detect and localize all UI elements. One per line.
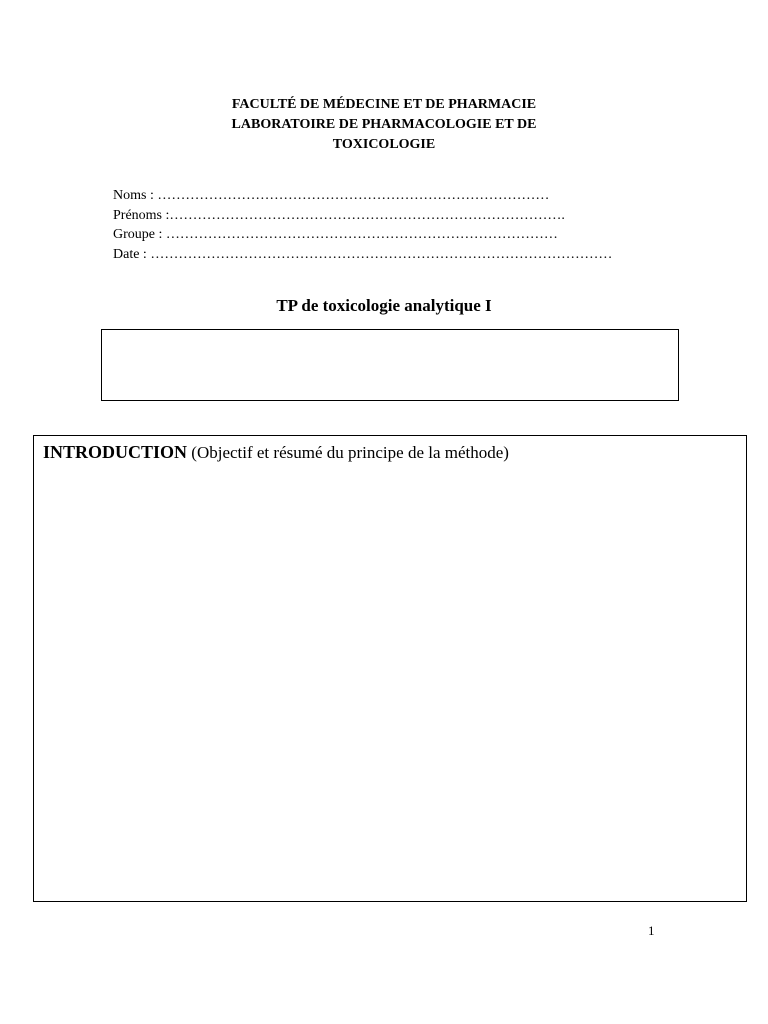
header-line-faculty: FACULTÉ DE MÉDECINE ET DE PHARMACIE bbox=[231, 97, 537, 112]
introduction-section bbox=[33, 435, 747, 902]
title-entry-box bbox=[101, 329, 679, 401]
introduction-label: INTRODUCTION bbox=[43, 442, 188, 462]
field-groupe: Groupe : ………………………………………………………………………… bbox=[113, 227, 558, 242]
faculty-header bbox=[0, 95, 768, 155]
field-prenoms: Prénoms :…………………………………………………………………………. bbox=[113, 207, 565, 223]
page-number: 1 bbox=[648, 923, 655, 938]
introduction-heading bbox=[43, 442, 509, 463]
header-line-laboratory: LABORATOIRE DE PHARMACOLOGIE ET DE bbox=[231, 117, 537, 132]
field-noms: Noms : ………………………………………………………………………… bbox=[113, 188, 550, 203]
tp-title: TP de toxicologie analytique I bbox=[276, 296, 492, 315]
header-line-department: TOXICOLOGIE bbox=[332, 137, 436, 152]
student-info-fields bbox=[113, 186, 612, 264]
field-date: Date : ……………………………………………………………………………………… bbox=[113, 246, 613, 262]
introduction-note: (Objectif et résumé du principe de la méthode) bbox=[187, 443, 509, 462]
